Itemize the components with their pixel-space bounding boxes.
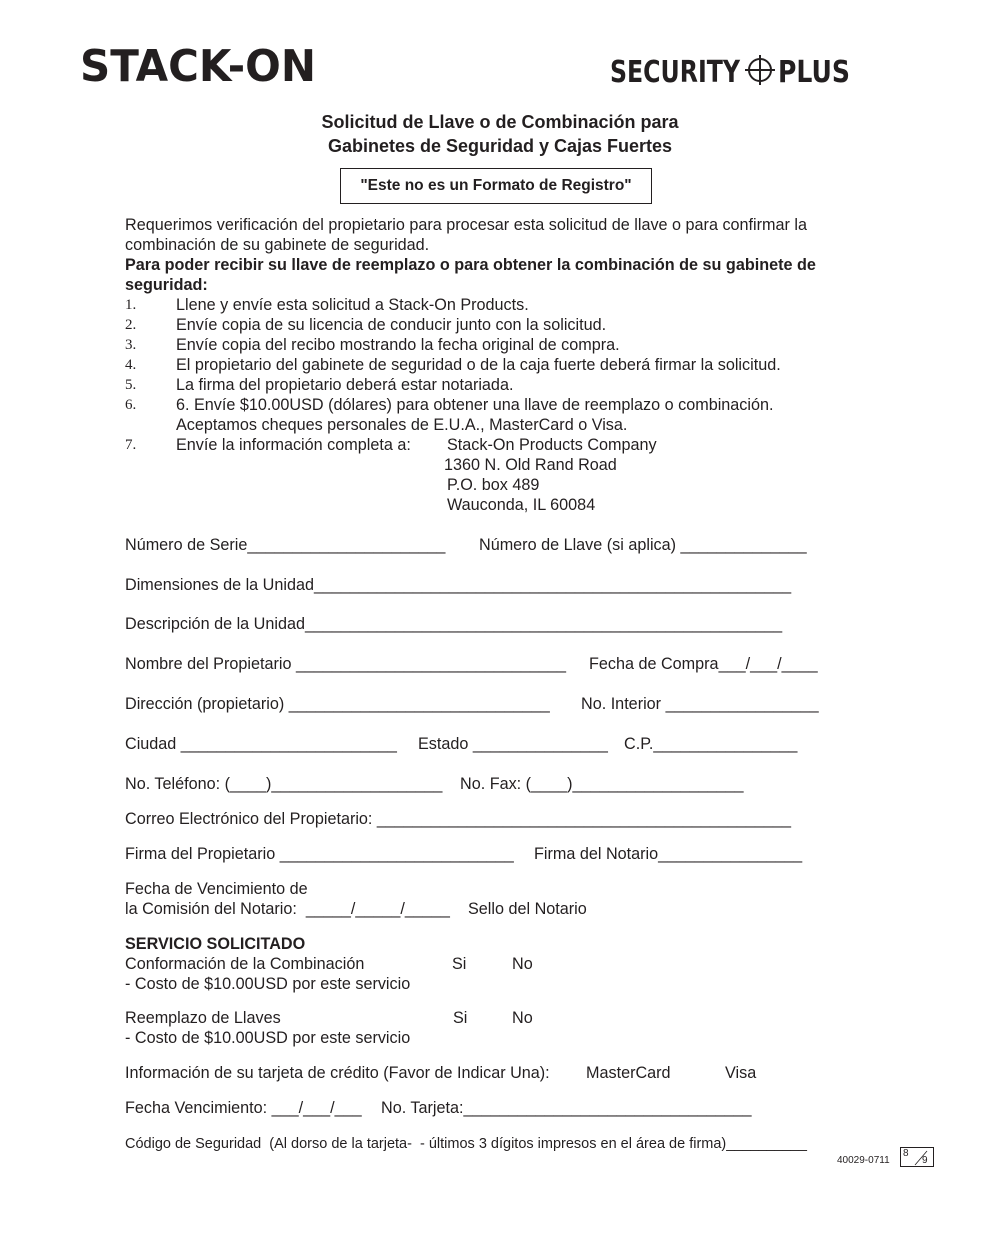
interior-number-field[interactable]: No. Interior _________________ xyxy=(581,695,819,713)
purchase-date-field[interactable]: Fecha de Compra___/___/____ xyxy=(589,655,818,673)
svg-text:STACK-ON: STACK-ON xyxy=(80,41,316,92)
address-company: Stack-On Products Company xyxy=(447,436,657,454)
intro-line: Requerimos verificación del propietario para procesar esta solicitud de llave o para confirmar la xyxy=(125,216,808,234)
step-text: La firma del propietario deberá estar notariada. xyxy=(176,376,514,394)
notary-signature-field[interactable]: Firma del Notario________________ xyxy=(534,845,803,863)
stack-on-logo xyxy=(80,41,320,92)
key-number-field[interactable]: Número de Llave (si aplica) ______________ xyxy=(479,536,807,554)
notary-commission-label: Fecha de Vencimiento de xyxy=(125,880,308,898)
notary-commission-date-field[interactable]: la Comisión del Notario: _____/_____/_____ xyxy=(125,900,450,918)
step-text: Envíe copia del recibo mostrando la fecha original de compra. xyxy=(176,336,620,354)
step-number: 1. xyxy=(125,297,137,313)
step-number: 3. xyxy=(125,337,137,353)
notice-box: "Este no es un Formato de Registro" xyxy=(340,168,652,204)
step-number: 5. xyxy=(125,377,137,393)
mastercard-option[interactable]: MasterCard xyxy=(586,1064,671,1082)
address-street: 1360 N. Old Rand Road xyxy=(444,456,617,474)
service-heading: SERVICIO SOLICITADO xyxy=(125,935,306,953)
svg-text:PLUS: PLUS xyxy=(778,55,850,90)
page-number-box xyxy=(900,1147,934,1167)
step-text: Envíe la información completa a: xyxy=(176,436,411,454)
key-replacement-label: Reemplazo de Llaves xyxy=(125,1009,281,1027)
step-number: 7. xyxy=(125,437,137,453)
combination-cost-note: - Costo de $10.00USD por este servicio xyxy=(125,975,411,993)
owner-address-field[interactable]: Dirección (propietario) _____________________________ xyxy=(125,695,550,713)
address-city: Wauconda, IL 60084 xyxy=(447,496,596,514)
page-subtitle: Gabinetes de Seguridad y Cajas Fuertes xyxy=(327,136,673,156)
state-field[interactable]: Estado _______________ xyxy=(418,735,608,753)
step-text: Aceptamos cheques personales de E.U.A., MasterCard o Visa. xyxy=(176,416,628,434)
phone-field[interactable]: No. Teléfono: (____)___________________ xyxy=(125,775,443,793)
step-number: 4. xyxy=(125,357,137,373)
svg-text:SECURITY: SECURITY xyxy=(610,55,741,90)
step-text: 6. Envíe $10.00USD (dólares) para obtener una llave de reemplazo o combinación. xyxy=(176,396,774,414)
key-replacement-no-option[interactable]: No xyxy=(512,1009,533,1027)
page-total: 9 xyxy=(922,1155,928,1166)
unit-description-field[interactable]: Descripción de la Unidad_____________________________________________________ xyxy=(125,615,783,633)
combination-yes-option[interactable]: Si xyxy=(452,955,467,973)
address-po-box: P.O. box 489 xyxy=(447,476,540,494)
owner-signature-field[interactable]: Firma del Propietario __________________________ xyxy=(125,845,514,863)
visa-option[interactable]: Visa xyxy=(725,1064,757,1082)
notary-seal-label: Sello del Notario xyxy=(468,900,587,918)
fax-field[interactable]: No. Fax: (____)___________________ xyxy=(460,775,744,793)
key-replacement-yes-option[interactable]: Si xyxy=(453,1009,468,1027)
page-current: 8 xyxy=(903,1148,909,1159)
credit-card-label: Información de su tarjeta de crédito (Favor de Indicar Una): xyxy=(125,1064,550,1082)
intro-bold-line: Para poder recibir su llave de reemplazo o para obtener la combinación de su gabinete de xyxy=(125,256,816,274)
crosshair-icon xyxy=(745,55,775,85)
security-code-field[interactable]: Código de Seguridad (Al dorso de la tarjeta- - últimos 3 dígitos impresos en el área de firma)__________ xyxy=(125,1136,807,1152)
zip-field[interactable]: C.P.________________ xyxy=(624,735,798,753)
card-expiry-field[interactable]: Fecha Vencimiento: ___/___/___ xyxy=(125,1099,362,1117)
owner-email-field[interactable]: Correo Electrónico del Propietario: ______________________________________________ xyxy=(125,810,792,828)
intro-bold-line: seguridad: xyxy=(125,276,208,294)
step-text: El propietario del gabinete de seguridad o de la caja fuerte deberá firmar la solicitud. xyxy=(176,356,781,374)
owner-name-field[interactable]: Nombre del Propietario ______________________________ xyxy=(125,655,567,673)
intro-line: combinación de su gabinete de seguridad. xyxy=(125,236,430,254)
combination-no-option[interactable]: No xyxy=(512,955,533,973)
step-text: Llene y envíe esta solicitud a Stack-On Products. xyxy=(176,296,529,314)
step-text: Envíe copia de su licencia de conducir junto con la solicitud. xyxy=(176,316,607,334)
page-title: Solicitud de Llave o de Combinación para xyxy=(321,112,679,132)
card-number-field[interactable]: No. Tarjeta:________________________________ xyxy=(381,1099,752,1117)
city-field[interactable]: Ciudad ________________________ xyxy=(125,735,397,753)
security-plus-logo xyxy=(610,52,852,90)
combination-service-label: Conformación de la Combinación xyxy=(125,955,365,973)
step-number: 6. xyxy=(125,397,137,413)
document-code: 40029-0711 xyxy=(837,1155,890,1166)
unit-dimensions-field[interactable]: Dimensiones de la Unidad_____________________________________________________ xyxy=(125,576,792,594)
step-number: 2. xyxy=(125,317,137,333)
key-replacement-cost-note: - Costo de $10.00USD por este servicio xyxy=(125,1029,411,1047)
serial-number-field[interactable]: Número de Serie______________________ xyxy=(125,536,446,554)
